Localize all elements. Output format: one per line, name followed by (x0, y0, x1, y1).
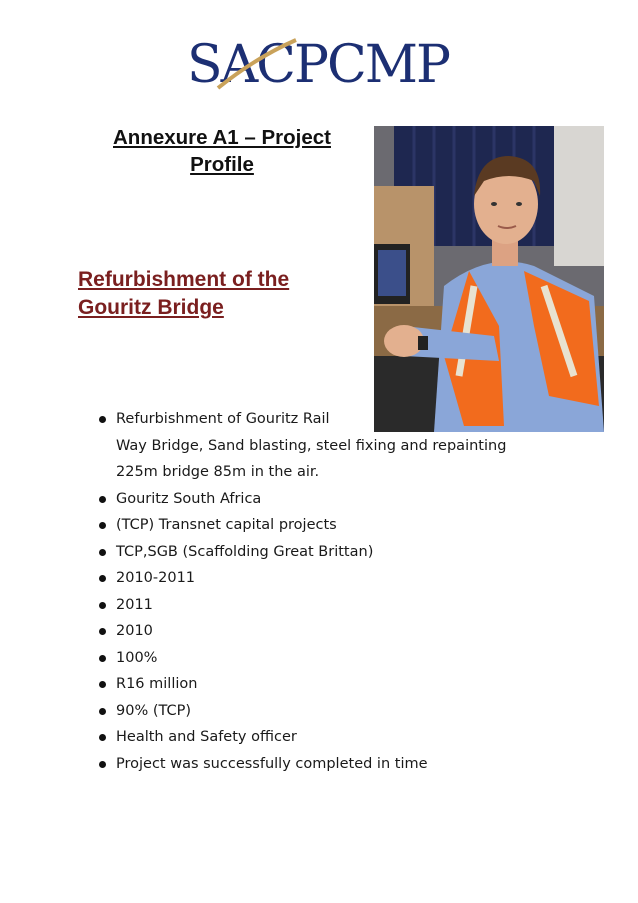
svg-text:SACPCMP: SACPCMP (187, 35, 449, 95)
project-title (78, 266, 368, 322)
list-item-line: Refurbishment of Gouritz Rail (116, 411, 330, 427)
list-item: Gouritz South Africa (92, 486, 592, 513)
list-item (92, 406, 592, 486)
list-item: Health and Safety officer (92, 724, 592, 751)
project-title-line1: Refurbishment of the (78, 268, 290, 291)
list-item: 100% (92, 645, 592, 672)
list-item: TCP,SGB (Scaffolding Great Brittan) (92, 539, 592, 566)
list-item-line: Way Bridge, Sand blasting, steel fixing and repainting (116, 437, 507, 454)
list-item: 2010 (92, 618, 592, 645)
list-item: 2011 (92, 592, 592, 619)
list-item: 90% (TCP) (92, 698, 592, 725)
profile-photo (374, 126, 604, 432)
list-item: 2010-2011 (92, 565, 592, 592)
project-details-list (92, 406, 592, 777)
annexure-heading-line2: Profile (190, 153, 254, 176)
list-item: (TCP) Transnet capital projects (92, 512, 592, 539)
list-item-line: 225m bridge 85m in the air. (116, 464, 320, 480)
sacpcmp-logo (178, 30, 458, 100)
list-item: Project was successfully completed in time (92, 751, 592, 778)
annexure-heading (84, 124, 360, 178)
project-title-line2: Gouritz Bridge (78, 296, 224, 319)
list-item: R16 million (92, 671, 592, 698)
annexure-heading-line1: Annexure A1 – Project (113, 126, 331, 149)
